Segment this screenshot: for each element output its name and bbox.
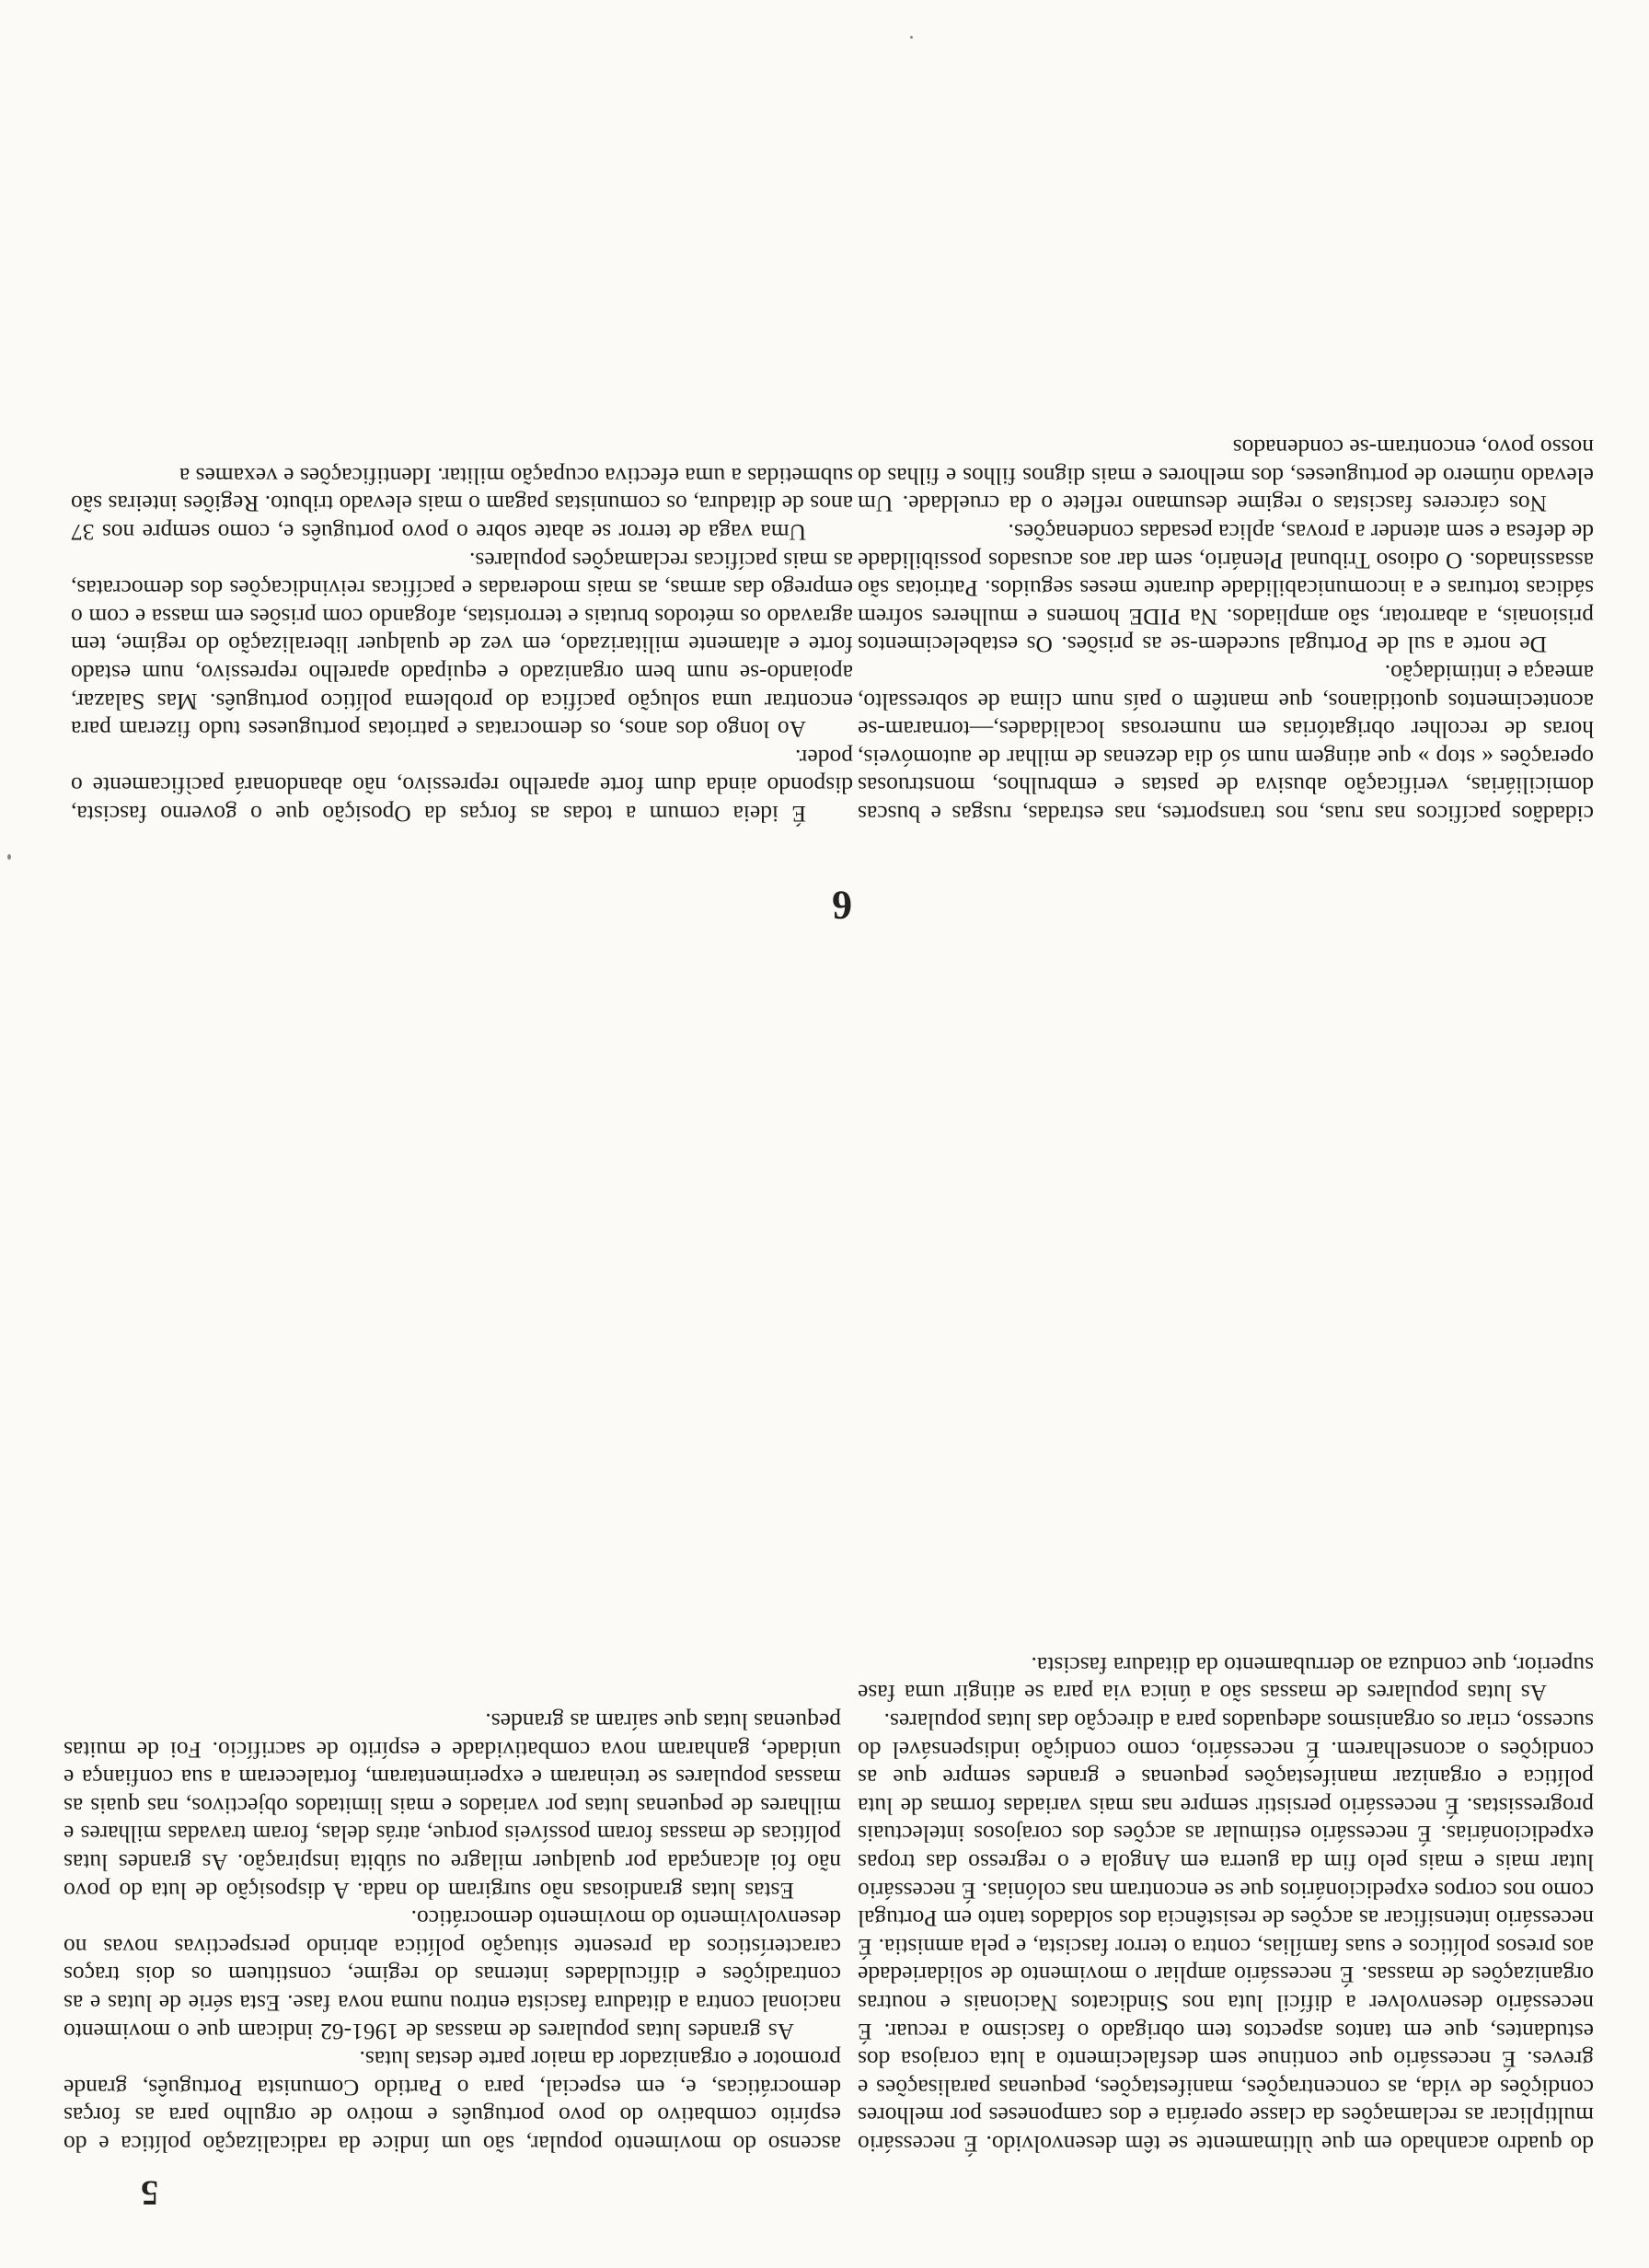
ink-speck	[7, 854, 11, 860]
page6-right-paragraph-2: De norte a sul de Portugal sucedem-se as prisões. Os estabelecimentos prisionais, a abarrotar, são ampliados. Na PIDE homens e mulheres sofrem sádicas torturas e a incomunicabilidade durante meses seguidos. Patriotas são assassinados. O odioso Tribunal Plenário, sem dar aos acusados possibilidade de defesa e sem atender a provas, aplica pesadas condenações.	[858, 519, 1594, 659]
page6-right-paragraph-3: Nos cárceres fascistas o regime desumano reflete o da crueldade. Um elevado número de portugueses, dos melhores e mais dignos filhos e filhas do nosso povo, encontram-se condenados	[858, 434, 1594, 518]
page-number-6: 6	[832, 883, 852, 928]
page5-right-paragraph-1: do quadro acanhado em que ùltimamente se têm desenvolvido. É necessário multiplicar as reclamações da classe operária e dos camponeses por melhores condições de vida, as concentrações, manifestações, pequenas paralisações e greves. É necessário que continue sem desfalecimento a luta corajosa dos estudantes, que em tantos aspectos tem obrigado o fascismo a recuar. É necessário desenvolver a difícil luta nos Sindicatos Nacionais e noutras organizações de massas. É necessário ampliar o movimento de solidariedade aos presos políticos e suas famílias, contra o terror fascista, e pela amnistia. É necessário intensificar as acções de resistência dos soldados tanto em Portugal como nos corpos expedicionários que se encontram nas colónias. É necessário lutar mais e mais pelo fim da guerra em Angola e o regresso das tropas expedicionárias. É necessário estimular as acções dos corajosos intelectuais progressistas. É necessário persistir sempre nas mais variadas formas de luta política e organizar manifestações pequenas e grandes sempre que as condições o aconselharem. É necessário, como condição indispensável do sucesso, criar os organismos adequados para a direcção das lutas populares.	[858, 1708, 1594, 2158]
page5-right-paragraph-2: As lutas populares de massas são a única via para se atingir uma fase superior, que conduza ao derrubamento da ditadura fascista.	[858, 1651, 1594, 1707]
page-number-5: 5	[141, 2173, 158, 2212]
page5-left-paragraph-1: ascenso do movimento popular, são um índice da radicalização política e do espírito combativo do povo português e motivo de orgulho para as forças democráticas, e, em especial, para o Partido Comunista Português, grande promotor e organizador da maior parte destas lutas.	[63, 2046, 841, 2158]
page6-right-paragraph-1: cidadãos pacíficos nas ruas, nos transportes, nas estradas, rusgas e buscas domiciliárias, verificação abusiva de pastas e embrulhos, monstruosas operações « stop » que atingem num só dia dezenas de milhar de automóveis, horas de recolher obrigatórias em numerosas localidades,—tornaram-se acontecimentos quotidianos, que mantêm o país num clima de sobressalto, ameaça e intimidação.	[858, 660, 1594, 827]
page6-right-column	[858, 45, 1594, 827]
page5-left-paragraph-3: Estas lutas grandiosas não surgiram do nada. A disposição de luta do povo não foi alcançada por qualquer milagre ou súbita inspiração. As grandes lutas políticas de massas foram possíveis porque, atrás delas, foram travadas milhares e milhares de pequenas lutas por variados e mais limitados objectivos, nas quais as massas populares se treinaram e experimentaram, fortaleceram a sua confiança e unidade, ganharam nova combatividade e espírito de sacrifício. Foi de muitas pequenas lutas que saíram as grandes.	[63, 1708, 841, 1904]
page5-left-paragraph-2: As grandes lutas populares de massas de 1961-62 indicam que o movimento nacional contra a ditadura fascista entrou numa nova fase. Esta série de lutas e as contradições e dificuldades internas do regime, constituem os dois traços característicos da presente situação política abrindo perspectivas novas no desenvolvimento do movimento democrático.	[63, 1905, 841, 2045]
page6-left-paragraph-3: Uma vaga de terror se abate sobre o povo português e, como sempre nos 37 anos de ditadura, os comunistas pagam o mais elevado tributo. Regiões inteiras são submetidas a uma efectiva ocupação militar. Identificações e vexames a	[71, 462, 853, 547]
page5-right-column	[858, 956, 1594, 2158]
ink-speck	[910, 36, 913, 39]
page6-left-paragraph-1: É ideia comum a todas as forças da Oposição que o governo fascista, dispondo ainda dum forte aparelho repressivo, não abandonará pacìficamente o poder.	[71, 744, 853, 827]
page5-left-column	[63, 956, 841, 2158]
page6-left-column	[71, 45, 853, 827]
page6-left-paragraph-2: Ao longo dos anos, os democratas e patriotas portugueses tudo fizeram para encontrar uma solução pacífica do problema político português. Mas Salazar, apoiando-se num bem organizado e equipado aparelho repressivo, num estado forte e altamente militarizado, em vez de qualquer liberalização do regime, tem agravado os métodos brutais e terroristas, afogando com prisões em massa e com o emprego das armas, as mais moderadas e pacíficas reivindicações dos democratas, as mais pacíficas reclamações populares.	[71, 547, 853, 744]
